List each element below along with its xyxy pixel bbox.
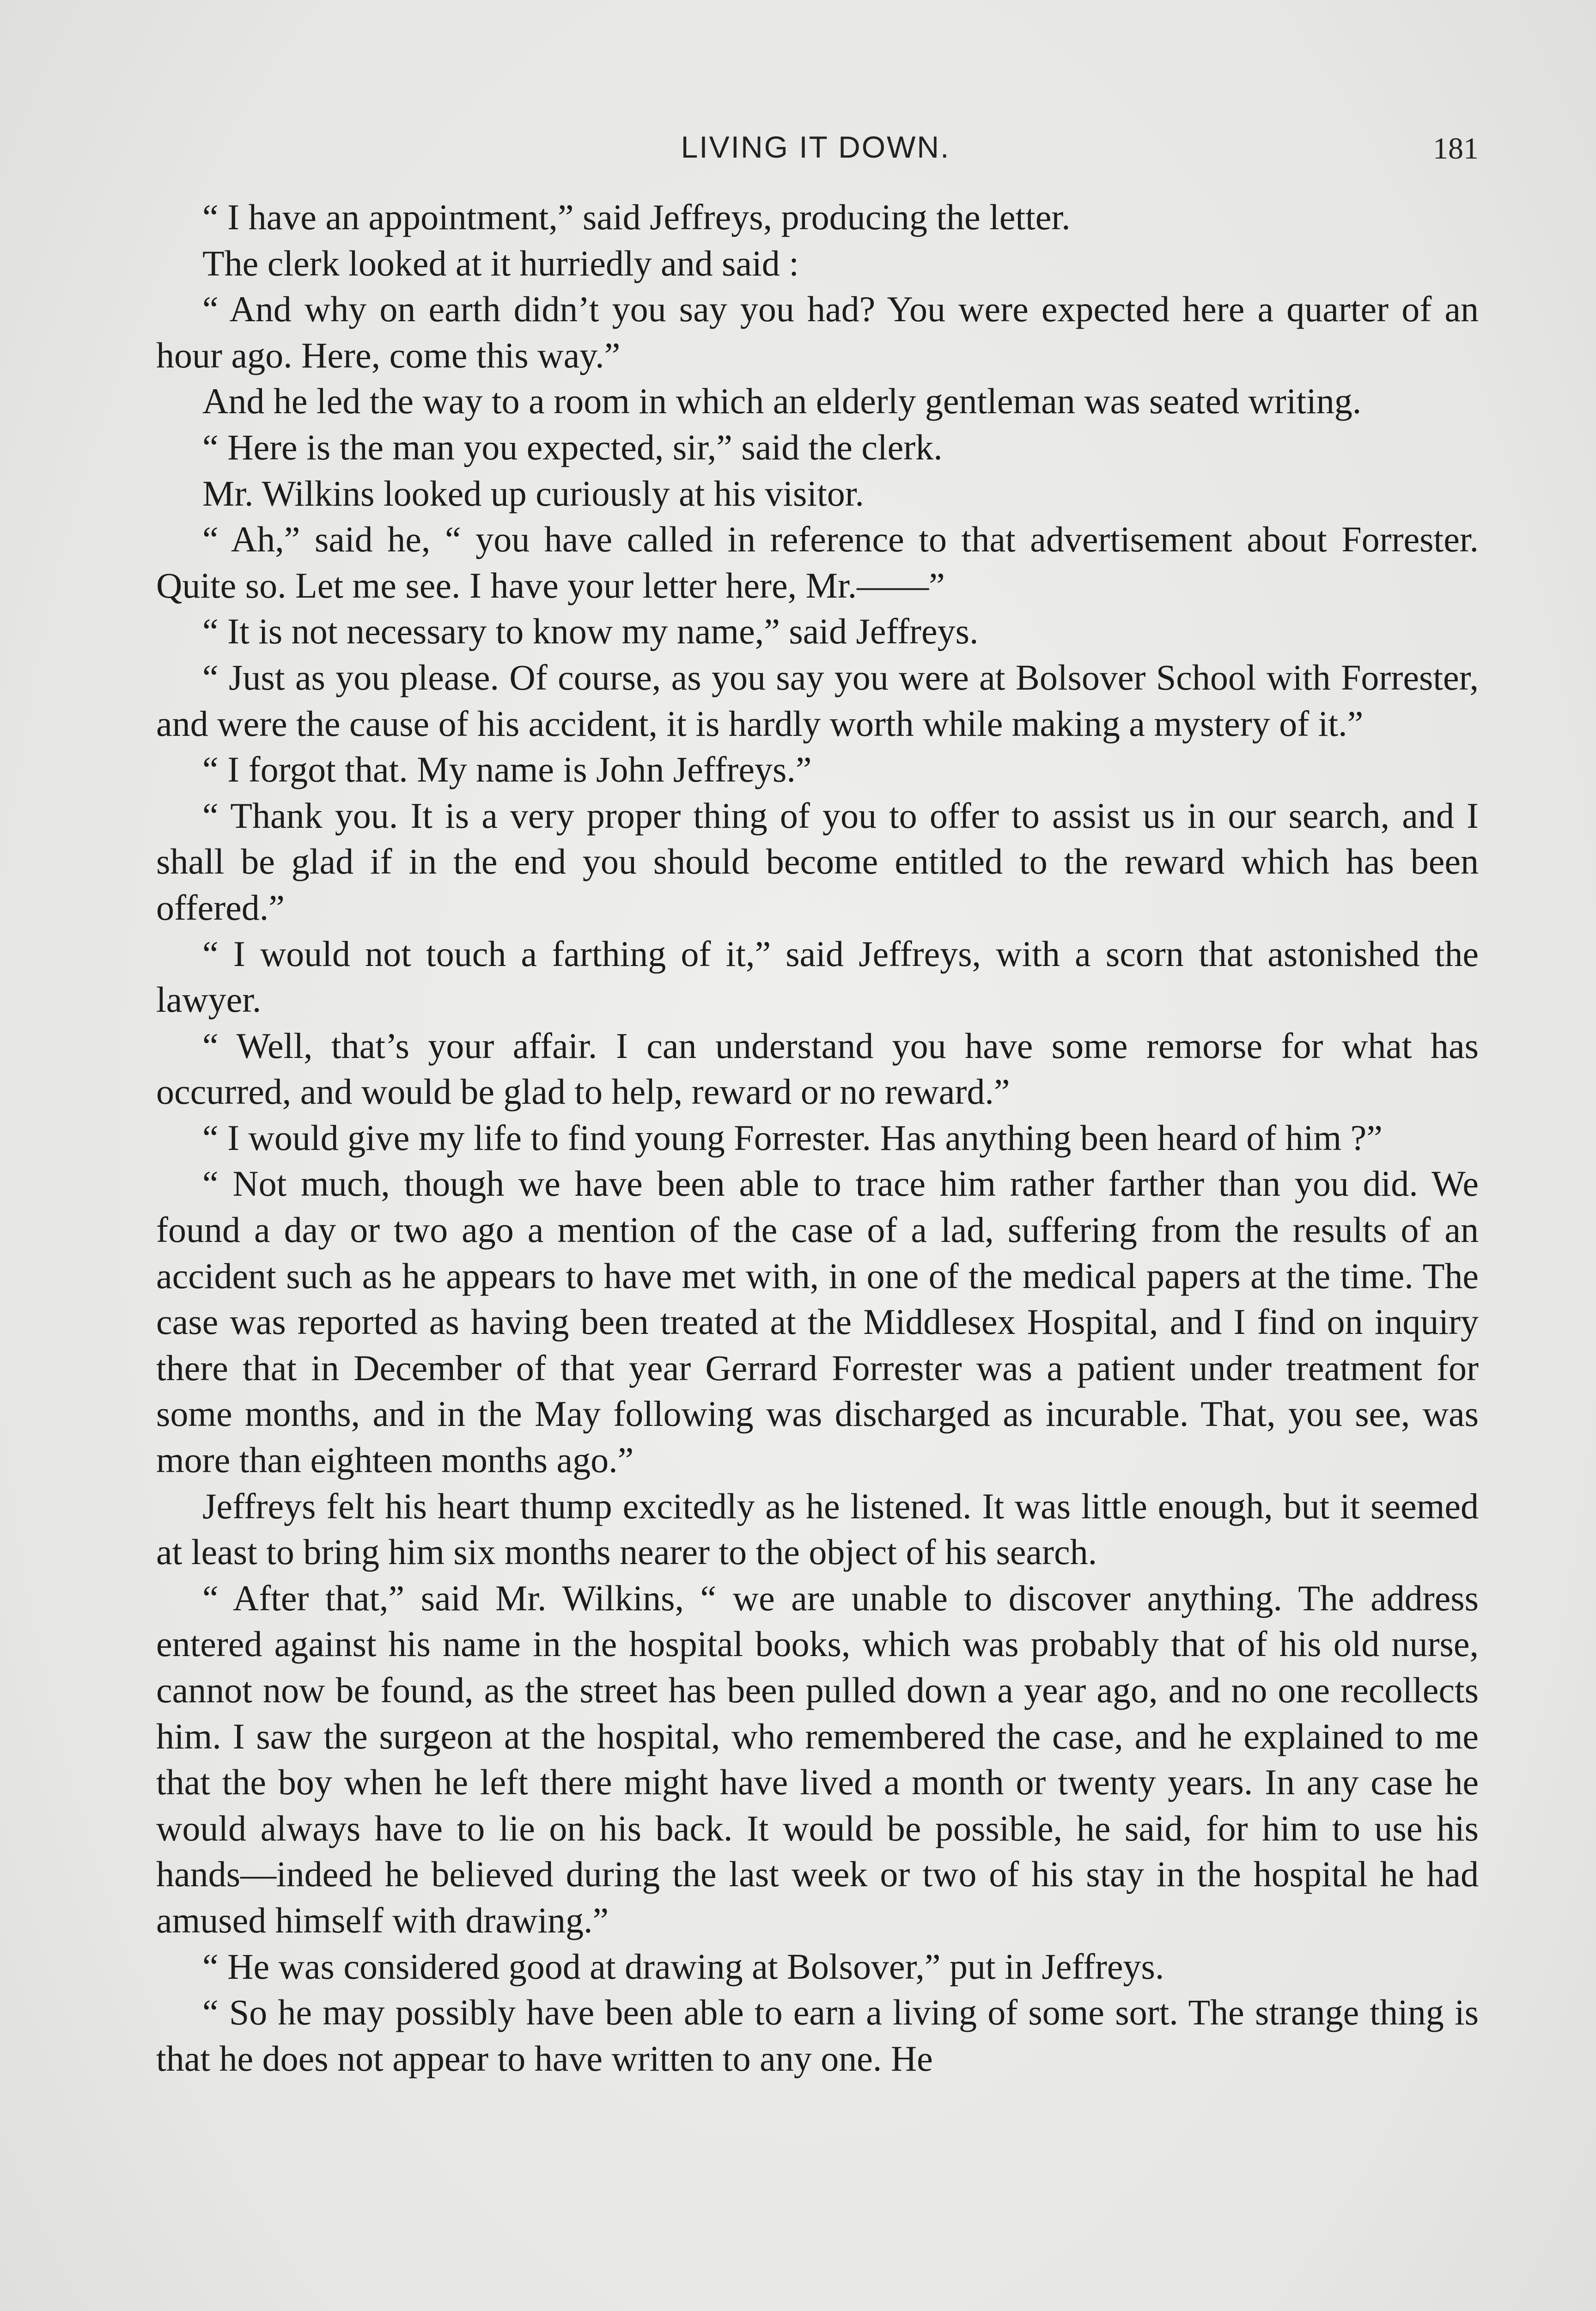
paragraph: “ It is not necessary to know my name,” said Jeffreys. <box>202 611 979 652</box>
paragraph: “ After that,” said Mr. Wilkins, “ we are unable to discover anything. The address entered against his name in the hospital books, which was probably that of his old nurse, cannot now be found, as the street has been pulled down a year ago, and no one recollects him. I saw the surgeon at the hospital, who remembered the case, and he explained to me that the boy when he left there might have lived a month or twenty years. In any case he would always have to lie on his back. It would be possible, he said, for him to use his hands—indeed he believed during the last week or two of his stay in the hospital he had amused himself with drawing.” <box>156 1577 1479 1940</box>
paragraph: “ And why on earth didn’t you say you had? You were expected here a quarter of an hour ago. Here, come this way.” <box>156 289 1479 375</box>
page-number: 181 <box>1433 132 1479 165</box>
paragraph: “ Not much, though we have been able to trace him rather farther than you did. We found a day or two ago a mention of the case of a lad, suffering from the results of an accident such as he appears to have met with, in one of the medical papers at the time. The case was reported as having been treated at the Middlesex Hospital, and I find on inquiry there that in December of that year Gerrard Forrester was a patient under treatment for some months, and in the May following was discharged as incurable. That, you see, was more than eighteen months ago.” <box>156 1163 1479 1480</box>
body-text <box>156 194 1479 2081</box>
paragraph: “ I would not touch a farthing of it,” said Jeffreys, with a scorn that astonished the lawyer. <box>156 933 1479 1020</box>
paragraph: “ Ah,” said he, “ you have called in reference to that advertisement about Forrester. Quite so. Let me see. I have your letter here, Mr.——” <box>156 519 1479 605</box>
paragraph: “ He was considered good at drawing at Bolsover,” put in Jeffreys. <box>202 1946 1164 1987</box>
paragraph: The clerk looked at it hurriedly and said : <box>202 243 799 283</box>
paragraph: Jeffreys felt his heart thump excitedly as he listened. It was little enough, but it seemed at least to bring him six months nearer to the object of his search. <box>156 1486 1479 1572</box>
paragraph: “ Just as you please. Of course, as you say you were at Bolsover School with Forrester, and were the cause of his accident, it is hardly worth while making a mystery of it.” <box>156 657 1479 744</box>
paragraph: “ Well, that’s your affair. I can understand you have some remorse for what has occurred, and would be glad to help, reward or no reward.” <box>156 1025 1479 1112</box>
paragraph: “ I forgot that. My name is John Jeffreys.” <box>202 749 812 790</box>
running-head <box>152 125 1479 176</box>
paragraph: And he led the way to a room in which an elderly gentleman was seated writing. <box>202 381 1362 422</box>
paragraph: “ So he may possibly have been able to earn a living of some sort. The strange thing is that he does not appear to have written to any one. He <box>156 1992 1479 2079</box>
paragraph: Mr. Wilkins looked up curiously at his visitor. <box>202 473 864 514</box>
paragraph: “ Thank you. It is a very proper thing of you to offer to assist us in our search, and I shall be glad if in the end you should become entitled to the reward which has been offered.” <box>156 795 1479 928</box>
running-title: LIVING IT DOWN. <box>681 130 950 164</box>
paragraph: “ I would give my life to find young Forrester. Has anything been heard of him ?” <box>202 1117 1383 1158</box>
paragraph: “ I have an appointment,” said Jeffreys, producing the letter. <box>202 197 1071 237</box>
paragraph: “ Here is the man you expected, sir,” said the clerk. <box>202 427 943 467</box>
